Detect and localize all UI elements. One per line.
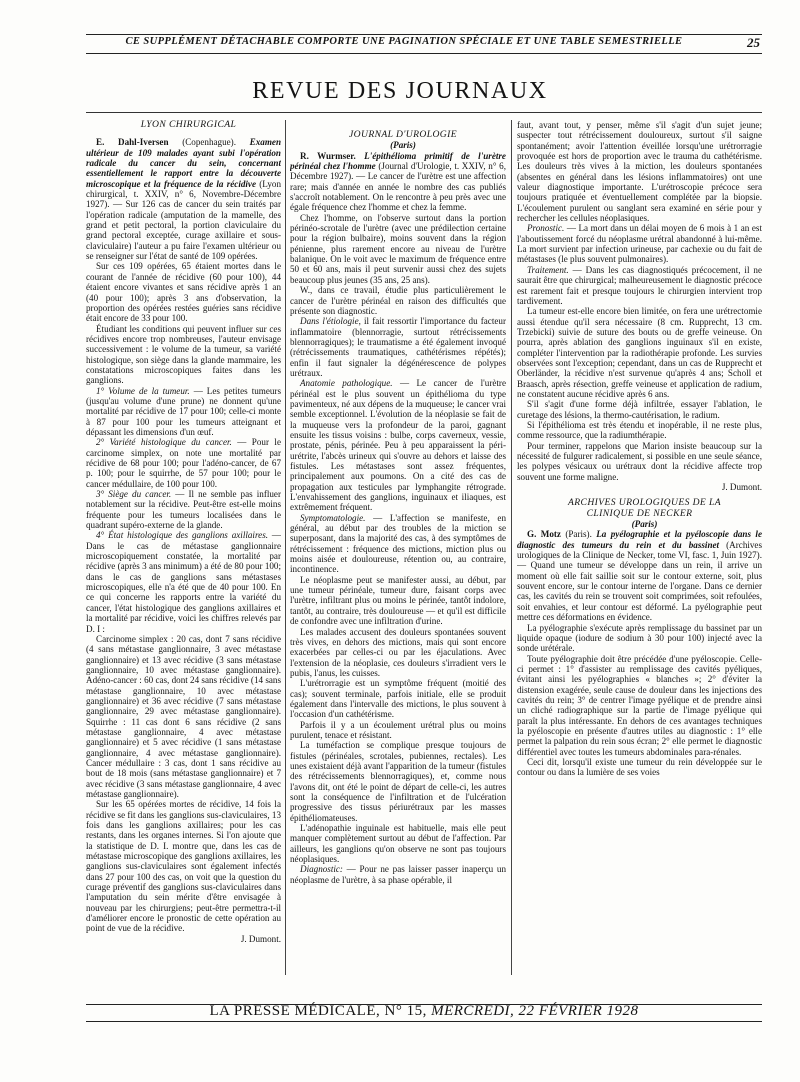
paragraph: 1° Volume de la tumeur. — Les petites tumeurs (jusqu'au volume d'une prune) ne donnent qu'une mortalité par récidive de 17 pour 100; celle-ci monte à 87 pour 100 pour les tumeurs atteignant et dépassant les dimensions d'un œuf. (86, 385, 281, 437)
article-intro: R. Wurmser. L'épithélioma primitif de l'urètre périnéal chez l'homme (Journal d'Urologie, t. XXIV, n° 6, Décembre 1927). — Le cancer de l'urètre est une affection rare; mais d'année en année le nombre des cas publiés s'accroît notablement. On le rencontre à peu près avec une égale fréquence chez l'homme et chez la femme. (290, 150, 506, 213)
signature: J. Dumont. (240, 933, 281, 944)
paragraph: Si l'épithélioma est très étendu et inopérable, il ne reste plus, comme ressource, que la radiumthérapie. (517, 419, 762, 441)
section-city: (Paris) (390, 140, 416, 151)
column-rule (285, 120, 286, 975)
page-number: 25 (747, 35, 760, 50)
article-title: Examen ultérieur de 109 malades ayant subi l'opération radicale du cancer du sein, concernant essentiellement le rapport entre la découverte microscopique et la fréquence de la récidive (86, 137, 281, 189)
article-intro: G. Motz (Paris). La pyélographie et la pyéloscopie dans le diagnostic des tumeurs du rein et du bassinet (Archives urologiques de la Clinique de Necker, tome VI, fasc. 1, Juin 1927). — Quand une tumeur se développe dans un rein, il arrive un moment où elle fait saillie soit sur le contour externe, soit, plus souvent encore, sur le contour interne de l'organe. Dans ce dernier cas, les cavités du rein se trouvent soit comprimées, soit refoulées, soit envahies, et leur contour est déformé. La pyélographie peut mettre ces déformations en évidence. (517, 529, 762, 623)
article-title: La pyélographie et la pyéloscopie dans le diagnostic des tumeurs du rein et du bassinet (517, 529, 762, 550)
paragraph: Dans l'étiologie, il fait ressortir l'importance du facteur inflammatoire (blennorragie, surtout rétrécissements blennorragiques); le traumatisme a été également invoqué (rétrécissements traumatiques, cathétérismes répétés); enfin il faut signaler la dégénérescence de polypes urétraux. (290, 316, 506, 378)
article-intro: E. Dahl-Iversen (Copenhague). Examen ultérieur de 109 malades ayant subi l'opération radicale du cancer du sein, concernant essentiellement le rapport entre la découverte microscopique et la fréquence de la récidive (Lyon chirurgical, t. XXIV, n° 6, Novembre-Décembre 1927). — Sur 126 cas de cancer du sein traités par l'opération radicale (amputation de la mamelle, des grand et petit pectoral, la portion claviculaire du grand pectoral exceptée, curage axillaire et sous-claviculaire) l'auteur a pu faire l'examen ultérieur ou se renseigner sur l'état de santé de 109 opérées. (86, 137, 281, 262)
running-header (86, 34, 762, 54)
paragraph: Toute pyélographie doit être précédée d'une pyéloscopie. Celle-ci permet : 1° d'assister au remplissage des cavités pyéliques, évitant ainsi les pyélographies « blanches »; 2° d'éviter la distension exagérée, seule cause de douleur dans les injections des cavités du rein; 3° de centrer l'image pyélique et de prendre ainsi un cliché radiographique sur la partie de l'image pyélique qui paraît la plus intéressante. En dehors de ces avantages techniques la pyéloscopie en présente d'autres utiles au diagnostic : 1° elle permet la palpation du rein sous écran; 2° elle permet le diagnostic différentiel avec toutes les tumeurs abdominales para-rénales. (517, 653, 762, 757)
paragraph: Le néoplasme peut se manifester aussi, au début, par une tumeur périnéale, tumeur dure, faisant corps avec l'urètre, infiltrant plus ou moins le périnée, tantôt indolore, tantôt, au contraire, très douloureuse — et qu'il est difficile de confondre avec une infiltration d'urine. (290, 574, 506, 627)
section-heading: LYON CHIRURGICAL (140, 120, 237, 130)
page-footer (86, 1004, 762, 1022)
paragraph: faut, avant tout, y penser, même s'il s'agit d'un sujet jeune; suspecter tout rétrécissement douloureux, surtout s'il saigne spontanément; avoir l'attention éveillée lorsqu'une urétrorragie provoquée est hors de proportion avec le trauma du cathétérisme. Les douleurs très vives à la miction, les douleurs spontanées (absentes en général dans les lésions inflammatoires) ont une valeur diagnostique importante. L'urétroscopie précoce sera toujours pratiquée et éventuellement complétée par la biopsie. L'écoulement purulent ou sanglant sera examiné en série pour y rechercher les cellules néoplasiques. (517, 120, 762, 224)
column-3 (517, 120, 762, 976)
paragraph: La tumeur est-elle encore bien limitée, on fera une urétrectomie aussi étendue qu'il sera nécessaire (8 cm. Rupprecht, 13 cm. Trzebicki) suivie de suture des bouts ou de greffe veineuse. On pourra, après ablation des ganglions inguinaux s'il en existe, compléter l'intervention par la radiothérapie profonde. Les survies observées sont l'exception; cependant, dans un cas de Rupprecht et Oberländer, la récidive n'est survenue qu'après 4 ans; Scholl et Braasch, après résection, greffe veineuse et application de radium, ne constatent aucune récidive après 6 ans. (517, 306, 762, 399)
paragraph: L'urétrorragie est un symptôme fréquent (moitié des cas); souvent terminale, parfois initiale, elle se produit également dans l'intervalle des mictions, le plus souvent à l'occasion d'un cathétérisme. (290, 678, 506, 720)
section-heading: ARCHIVES UROLOGIQUES DE LA CLINIQUE DE NECKER (568, 497, 721, 519)
paragraph: 3° Siège du cancer. — Il ne semble pas influer notablement sur la récidive. Peut-être est-elle moins fréquente pour les tumeurs localisées dans le quadrant supéro-externe de la glande. (86, 489, 281, 531)
footer-journal: LA PRESSE MÉDICALE, N° 15, (209, 1003, 427, 1019)
paragraph: Sur ces 109 opérées, 65 étaient mortes dans le courant de l'année de récidive (60 pour 100), 44 étaient encore vivantes et sans récidive après 1 an (40 pour 100); après 3 ans d'observation, la proportion des opérées restées guéries sans récidive était encore de 33 pour 100. (86, 261, 281, 324)
footer-date: MERCREDI, 22 FÉVRIER 1928 (431, 1003, 639, 1019)
paragraph: Étudiant les conditions qui peuvent influer sur ces récidives encore trop nombreuses, l'auteur envisage successivement : le volume de la tumeur, sa variété histologique, son siège dans la glande mammaire, les constatations microscopiques faites dans les ganglions. (86, 323, 281, 386)
column-rule (511, 120, 512, 975)
paragraph: Pour terminer, rappelons que Marion insiste beaucoup sur la nécessité de fulgurer radicalement, si possible en une seule séance, les polypes vésicaux ou urétraux dont la récidive affecte trop souvent une forme maligne. (517, 440, 762, 482)
paragraph: 4° État histologique des ganglions axillaires. — Dans le cas de métastase ganglionnaire microscopiquement constatée, la mortalité par récidive (après 3 ans minimum) a été de 80 pour 100; dans le cas de ganglions sans métastases microscopiques, elle n'a été que de 40 pour 100. En ce qui concerne les rapports entre la variété du cancer, l'état histologique des ganglions axillaires et la mortalité par récidive, voici les chiffres relevés par D. I : (86, 530, 281, 634)
paragraph: W., dans ce travail, étudie plus particulièrement le cancer de l'urètre périnéal en raison des difficultés que présente son diagnostic. (290, 285, 506, 316)
paragraph: La tuméfaction se complique presque toujours de fistules (périnéales, scrotales, pubiennes, rectales). Les unes existaient déjà avant l'apparition de la tumeur (fistules des rétrécissements blennorragiques), et, comme nous l'avons dit, ont été le point de départ de celle-ci, les autres sont la conséquence de l'infiltration et de l'ulcération progressive des tissus périurétraux par les masses épithéliomateuses. (290, 740, 506, 823)
column-1 (86, 120, 281, 976)
paragraph: Carcinome simplex : 20 cas, dont 7 sans récidive (4 sans métastase ganglionnaire, 3 avec métastase ganglionnaire) et 13 avec récidive (3 sans métastase ganglionnaire, 10 avec métastase ganglionnaire). Adéno-cancer : 60 cas, dont 24 sans récidive (14 sans métastase ganglionnaire, 10 avec métastase ganglionnaire) et 36 avec récidive (7 sans métastase ganglionnaire, 29 avec métastase ganglionnaire). Squirrhe : 11 cas dont 6 sans récidive (2 sans métastase ganglionnaire, 4 avec métastase ganglionnaire) et 5 avec récidive (1 sans métastase ganglionnaire, 4 avec métastase ganglionnaire). Cancer médullaire : 3 cas, dont 1 sans récidive au bout de 18 mois (sans métastase ganglionnaire) et 7 avec récidive (3 sans métastase ganglionnaire, 4 avec métastase ganglionnaire). (86, 633, 281, 799)
running-title: CE SUPPLÉMENT DÉTACHABLE COMPORTE UNE PAGINATION SPÉCIALE ET UNE TABLE SEMESTRIELLE (125, 36, 683, 47)
column-2 (290, 120, 506, 976)
paragraph: Symptomatologie. — L'affection se manifeste, en général, au début par des troubles de la miction se superposant, dans la majorité des cas, à des symptômes de rétrécissement : fréquence des mictions, miction plus ou moins aisée et douloureuse, rétention ou, au contraire, incontinence. (290, 512, 506, 575)
title-rule (86, 112, 762, 113)
paragraph: L'adénopathie inguinale est habituelle, mais elle peut manquer complètement surtout au début de l'affection. Par ailleurs, les ganglions qu'on observe ne sont pas toujours néoplasiques. (290, 823, 506, 865)
paragraph: Traitement. — Dans les cas diagnostiqués précocement, il ne saurait être que chirurgical; malheureusement le diagnostic précoce est rarement fait et presque toujours le chirurgien intervient trop tardivement. (517, 264, 762, 306)
paragraph: Pronostic. — La mort dans un délai moyen de 6 mois à 1 an est l'aboutissement forcé du néoplasme urétral abandonné à lui-même. La mort survient par infection urineuse, par cachexie ou du fait de métastases (le plus souvent pulmonaires). (517, 223, 762, 265)
paragraph: Anatomie pathologique. — Le cancer de l'urètre périnéal est le plus souvent un épithélioma du type pavimenteux, né aux dépens de la muqueuse; le cancer vrai semble exceptionnel. L'évolution de la néoplasie se fait de la muqueuse vers la profondeur de la paroi, gagnant ensuite les tissus voisins : bulbe, corps caverneux, vessie, prostate, pénis, périnée. Peu à peu apparaissent la péri-urétrite, l'abcès urineux qui s'ouvre au dehors et laisse des fistules. Les métastases sont assez fréquentes, principalement aux poumons. On a cité des cas de propagation aux testicules par lymphangite rétrograde. L'envahissement des ganglions, inguinaux et iliaques, est extrêmement fréquent. (290, 378, 506, 513)
section-city: (Paris) (631, 519, 658, 530)
paragraph: Sur les 65 opérées mortes de récidive, 14 fois la récidive se fit dans les ganglions sus-claviculaires, 13 fois dans les ganglions axillaires; pour les cas restants, dans les organes internes. Si l'on ajoute que la statistique de D. I. montre que, dans les cas de métastase microscopique des ganglions axillaires, les ganglions sus-claviculaires sont également infectés dans 27 pour 100 des cas, on voit que la question du curage préventif des ganglions sus-claviculaires dans l'amputation du sein mérite d'être envisagée à nouveau par les chirurgiens; peut-être permettra-t-il d'améliorer encore le pronostic de cette opération au point de vue de la récidive. (86, 799, 281, 934)
paragraph: Chez l'homme, on l'observe surtout dans la portion périnéo-scrotale de l'urètre (avec une prédilection certaine pour la région bulbaire), moins souvent dans la région pénienne, plus rarement encore au niveau de l'urètre balanique. On le voit avec le maximum de fréquence entre 50 et 60 ans, mais il peut survenir aussi chez des sujets beaucoup plus jeunes (35 ans, 25 ans). (290, 212, 506, 285)
paragraph: Les malades accusent des douleurs spontanées souvent très vives, en dehors des mictions, mais qui sont encore exacerbées par celles-ci ou par les éjaculations. Avec l'extension de la néoplasie, ces douleurs s'irradient vers le pubis, l'anus, les cuisses. (290, 626, 506, 678)
paragraph: S'il s'agit d'une forme déjà infiltrée, essayer l'ablation, le curetage des lésions, la thermo-cautérisation, le radium. (517, 399, 762, 420)
paragraph: 2° Variété histologique du cancer. — Pour le carcinome simplex, on note une mortalité par récidive de 68 pour 100; pour l'adéno-cancer, de 67 p. 100; pour le squirrhe, de 57 pour 100; pour le cancer médullaire, de 100 pour 100. (86, 437, 281, 489)
page-title: REVUE DES JOURNAUX (252, 78, 548, 104)
paragraph: La pyélographie s'exécute après remplissage du bassinet par un liquide opaque (iodure de sodium à 30 pour 100) injecté avec la sonde urétérale. (517, 622, 762, 654)
signature: J. Dumont. (721, 482, 762, 493)
paragraph: Ceci dit, lorsqu'il existe une tumeur du rein développée sur le contour ou dans la lumière de ses voies (517, 756, 762, 778)
paragraph: Parfois il y a un écoulement urétral plus ou moins purulent, tenace et résistant. (290, 719, 506, 740)
paragraph: Diagnostic: — Pour ne pas laisser passer inaperçu un néoplasme de l'urètre, à sa phase opérable, il (290, 864, 506, 885)
section-heading: JOURNAL D'UROLOGIE (349, 129, 457, 140)
article-title: L'épithélioma primitif de l'urètre périnéal chez l'homme (290, 150, 506, 172)
